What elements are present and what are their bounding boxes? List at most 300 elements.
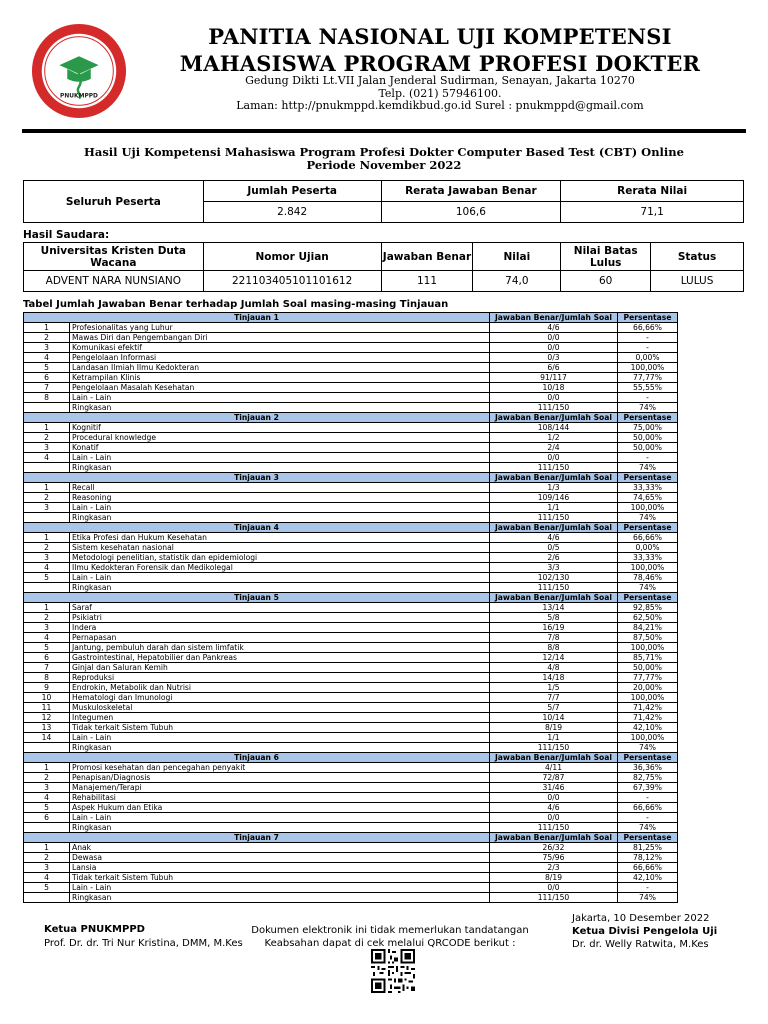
tinjauan-header-row: [24, 473, 678, 483]
left-signatory-name: Prof. Dr. dr. Tri Nur Kristina, DMM, M.Kes: [44, 938, 243, 949]
row-score: 0/0: [490, 813, 618, 823]
org-title-line1: PANITIA NASIONAL UJI KOMPETENSI: [208, 24, 672, 49]
org-phone: Telp. (021) 57946100.: [378, 87, 502, 100]
table-row: [24, 773, 678, 783]
row-percent: 74%: [618, 403, 678, 413]
row-percent: -: [618, 393, 678, 403]
row-number: 7: [24, 383, 70, 393]
row-score: 4/8: [490, 663, 618, 673]
table-row: [24, 653, 678, 663]
candidate-header: Nomor Ujian: [203, 243, 381, 271]
table-row: [24, 353, 678, 363]
row-score: 7/7: [490, 693, 618, 703]
summary-row: [24, 583, 678, 593]
table-row: [24, 763, 678, 773]
row-score: 3/3: [490, 563, 618, 573]
footer-verification-note: [230, 924, 550, 950]
row-topic: Reasoning: [70, 493, 490, 503]
row-number: 2: [24, 493, 70, 503]
row-number: 6: [24, 373, 70, 383]
row-topic: Sistem kesehatan nasional: [70, 543, 490, 553]
row-number: 3: [24, 443, 70, 453]
row-percent: 100,00%: [618, 363, 678, 373]
row-topic: Kognitif: [70, 423, 490, 433]
row-number: 3: [24, 863, 70, 873]
row-percent: 100,00%: [618, 503, 678, 513]
row-percent: -: [618, 793, 678, 803]
row-topic: Metodologi penelitian, statistik dan epidemiologi: [70, 553, 490, 563]
row-percent: 50,00%: [618, 433, 678, 443]
row-number: [24, 583, 70, 593]
row-score: 4/11: [490, 763, 618, 773]
score-column-header: Jawaban Benar/Jumlah Soal: [490, 833, 618, 843]
row-number: 5: [24, 803, 70, 813]
row-topic: Pengelolaan Masalah Kesehatan: [70, 383, 490, 393]
table-row: [24, 603, 678, 613]
row-percent: 55,55%: [618, 383, 678, 393]
row-percent: 0,00%: [618, 543, 678, 553]
row-topic: Ringkasan: [70, 403, 490, 413]
candidate-exam-number: 221103405101101612: [203, 271, 381, 292]
row-number: 6: [24, 813, 70, 823]
org-title-line2: MAHASISWA PROGRAM PROFESI DOKTER: [179, 51, 701, 76]
right-signatory-name: Dr. dr. Welly Ratwita, M.Kes: [572, 939, 709, 950]
tinjauan-header-row: [24, 313, 678, 323]
header-divider: [22, 129, 746, 133]
row-score: 2/3: [490, 863, 618, 873]
candidate-correct-answers: 111: [381, 271, 473, 292]
row-topic: Muskuloskeletal: [70, 703, 490, 713]
table-row: [24, 673, 678, 683]
score-column-header: Jawaban Benar/Jumlah Soal: [490, 523, 618, 533]
table-row: [24, 553, 678, 563]
org-web-email: Laman: http://pnukmppd.kemdikbud.go.id Surel : pnukmppd@gmail.com: [236, 99, 644, 112]
score-column-header: Jawaban Benar/Jumlah Soal: [490, 413, 618, 423]
row-number: [24, 823, 70, 833]
row-percent: 85,71%: [618, 653, 678, 663]
row-percent: 81,25%: [618, 843, 678, 853]
row-number: 1: [24, 423, 70, 433]
row-topic: Etika Profesi dan Hukum Kesehatan: [70, 533, 490, 543]
candidate-name: ADVENT NARA NUNSIANO: [24, 271, 204, 292]
row-topic: Ringkasan: [70, 583, 490, 593]
row-percent: 33,33%: [618, 483, 678, 493]
row-percent: 78,12%: [618, 853, 678, 863]
summary-row: [24, 743, 678, 753]
row-topic: Ringkasan: [70, 513, 490, 523]
row-number: 1: [24, 843, 70, 853]
row-topic: Ilmu Kedokteran Forensik dan Medikolegal: [70, 563, 490, 573]
row-topic: Ringkasan: [70, 743, 490, 753]
table-row: [24, 783, 678, 793]
row-topic: Indera: [70, 623, 490, 633]
candidate-header: Universitas Kristen Duta Wacana: [24, 243, 204, 271]
row-score: 7/8: [490, 633, 618, 643]
tinjauan-header-row: [24, 593, 678, 603]
summary-row: [24, 403, 678, 413]
row-topic: Gastrointestinal, Hepatobilier dan Pankreas: [70, 653, 490, 663]
row-score: 5/7: [490, 703, 618, 713]
candidate-score: 74,0: [473, 271, 561, 292]
row-percent: 74%: [618, 743, 678, 753]
summary-row: [24, 513, 678, 523]
row-percent: 82,75%: [618, 773, 678, 783]
summary-header: Rerata Nilai: [561, 181, 744, 202]
tinjauan-title: Tinjauan 1: [24, 313, 490, 323]
row-percent: 66,66%: [618, 863, 678, 873]
row-topic: Rehabilitasi: [70, 793, 490, 803]
table-row: [24, 423, 678, 433]
row-percent: 66,66%: [618, 803, 678, 813]
row-score: 10/18: [490, 383, 618, 393]
detail-table: [23, 312, 678, 903]
candidate-header: Nilai: [473, 243, 561, 271]
row-score: 13/14: [490, 603, 618, 613]
row-topic: Procedural knowledge: [70, 433, 490, 443]
table-row: [24, 483, 678, 493]
table-row: [24, 573, 678, 583]
row-number: 9: [24, 683, 70, 693]
candidate-header: Status: [651, 243, 744, 271]
row-percent: 66,66%: [618, 533, 678, 543]
tinjauan-header-row: [24, 753, 678, 763]
row-number: 8: [24, 393, 70, 403]
row-score: 8/19: [490, 873, 618, 883]
row-topic: Endrokin, Metabolik dan Nutrisi: [70, 683, 490, 693]
row-topic: Komunikasi efektif: [70, 343, 490, 353]
row-number: 2: [24, 333, 70, 343]
row-percent: 71,42%: [618, 713, 678, 723]
row-percent: -: [618, 333, 678, 343]
left-signatory-title: Ketua PNUKMPPD: [44, 924, 145, 935]
table-row: [24, 703, 678, 713]
row-number: 4: [24, 563, 70, 573]
row-number: 2: [24, 433, 70, 443]
score-column-header: Jawaban Benar/Jumlah Soal: [490, 593, 618, 603]
tinjauan-title: Tinjauan 2: [24, 413, 490, 423]
row-percent: 20,00%: [618, 683, 678, 693]
row-score: 0/0: [490, 453, 618, 463]
row-score: 5/8: [490, 613, 618, 623]
percent-column-header: Persentase: [618, 473, 678, 483]
row-number: 14: [24, 733, 70, 743]
row-score: 91/117: [490, 373, 618, 383]
row-number: 2: [24, 853, 70, 863]
row-percent: 100,00%: [618, 643, 678, 653]
tinjauan-title: Tinjauan 5: [24, 593, 490, 603]
table-row: [24, 373, 678, 383]
row-topic: Ketrampilan Klinis: [70, 373, 490, 383]
table-row: [24, 883, 678, 893]
score-column-header: Jawaban Benar/Jumlah Soal: [490, 473, 618, 483]
row-number: 11: [24, 703, 70, 713]
row-number: 3: [24, 623, 70, 633]
row-percent: -: [618, 453, 678, 463]
candidate-header: Nilai Batas Lulus: [561, 243, 651, 271]
candidate-section-label: Hasil Saudara:: [23, 229, 110, 241]
row-topic: Lain - Lain: [70, 813, 490, 823]
candidate-status: LULUS: [651, 271, 744, 292]
row-percent: 84,21%: [618, 623, 678, 633]
row-topic: Reproduksi: [70, 673, 490, 683]
row-score: 111/150: [490, 893, 618, 903]
row-number: 3: [24, 343, 70, 353]
row-topic: Lain - Lain: [70, 883, 490, 893]
row-score: 109/146: [490, 493, 618, 503]
row-score: 14/18: [490, 673, 618, 683]
row-topic: Ringkasan: [70, 893, 490, 903]
org-address: Gedung Dikti Lt.VII Jalan Jenderal Sudirman, Senayan, Jakarta 10270: [245, 74, 635, 87]
row-score: 8/8: [490, 643, 618, 653]
detail-table-label: Tabel Jumlah Jawaban Benar terhadap Jumlah Soal masing-masing Tinjauan: [23, 299, 449, 310]
row-number: 2: [24, 773, 70, 783]
candidate-table: [23, 242, 744, 292]
row-score: 4/6: [490, 533, 618, 543]
qr-code-icon[interactable]: [371, 949, 415, 993]
report-period: Periode November 2022: [306, 158, 462, 172]
score-column-header: Jawaban Benar/Jumlah Soal: [490, 753, 618, 763]
table-row: [24, 623, 678, 633]
row-number: 7: [24, 663, 70, 673]
table-row: [24, 813, 678, 823]
row-percent: 71,42%: [618, 703, 678, 713]
percent-column-header: Persentase: [618, 523, 678, 533]
row-topic: Dewasa: [70, 853, 490, 863]
table-row: [24, 723, 678, 733]
tinjauan-title: Tinjauan 7: [24, 833, 490, 843]
summary-row: [24, 463, 678, 473]
row-number: 12: [24, 713, 70, 723]
svg-text:PNUKMPPD: PNUKMPPD: [60, 93, 98, 100]
row-percent: 74%: [618, 513, 678, 523]
letterhead: [0, 0, 768, 130]
table-row: [24, 663, 678, 673]
row-percent: 100,00%: [618, 563, 678, 573]
footer-left-signatory: [44, 924, 243, 949]
right-signatory-title: Ketua Divisi Pengelola Uji: [572, 926, 718, 937]
row-score: 111/150: [490, 583, 618, 593]
row-number: 5: [24, 643, 70, 653]
row-score: 31/46: [490, 783, 618, 793]
summary-row-label: Seluruh Peserta: [24, 181, 204, 223]
row-percent: 74%: [618, 463, 678, 473]
row-number: 13: [24, 723, 70, 733]
row-topic: Profesionalitas yang Luhur: [70, 323, 490, 333]
row-score: 108/144: [490, 423, 618, 433]
row-topic: Hematologi dan Imunologi: [70, 693, 490, 703]
row-percent: 33,33%: [618, 553, 678, 563]
row-percent: 74%: [618, 823, 678, 833]
row-score: 0/0: [490, 793, 618, 803]
summary-row: [24, 893, 678, 903]
row-number: 2: [24, 543, 70, 553]
table-row: [24, 453, 678, 463]
summary-row: [24, 823, 678, 833]
table-row: [24, 433, 678, 443]
tinjauan-title: Tinjauan 4: [24, 523, 490, 533]
row-topic: Konatif: [70, 443, 490, 453]
row-number: [24, 463, 70, 473]
row-score: 102/130: [490, 573, 618, 583]
row-number: [24, 893, 70, 903]
table-row: [24, 443, 678, 453]
row-number: 4: [24, 633, 70, 643]
row-percent: 66,66%: [618, 323, 678, 333]
percent-column-header: Persentase: [618, 593, 678, 603]
table-row: [24, 493, 678, 503]
row-score: 111/150: [490, 513, 618, 523]
table-row: [24, 713, 678, 723]
row-percent: 77,77%: [618, 673, 678, 683]
row-score: 1/2: [490, 433, 618, 443]
report-title: Hasil Uji Kompetensi Mahasiswa Program Profesi Dokter Computer Based Test (CBT) Online: [84, 145, 684, 159]
row-percent: -: [618, 813, 678, 823]
row-number: 1: [24, 323, 70, 333]
row-percent: 92,85%: [618, 603, 678, 613]
row-percent: 78,46%: [618, 573, 678, 583]
row-score: 1/1: [490, 733, 618, 743]
row-topic: Aspek Hukum dan Etika: [70, 803, 490, 813]
row-topic: Lain - Lain: [70, 503, 490, 513]
row-score: 111/150: [490, 743, 618, 753]
footer-right-signatory: [572, 912, 717, 951]
row-percent: 87,50%: [618, 633, 678, 643]
table-row: [24, 323, 678, 333]
row-score: 111/150: [490, 823, 618, 833]
row-score: 2/4: [490, 443, 618, 453]
summary-value: 71,1: [561, 202, 744, 223]
row-topic: Lain - Lain: [70, 573, 490, 583]
row-topic: Lain - Lain: [70, 733, 490, 743]
row-percent: -: [618, 883, 678, 893]
row-topic: Recall: [70, 483, 490, 493]
tinjauan-header-row: [24, 523, 678, 533]
row-number: 3: [24, 553, 70, 563]
row-percent: 42,10%: [618, 873, 678, 883]
row-percent: 0,00%: [618, 353, 678, 363]
row-percent: 74,65%: [618, 493, 678, 503]
summary-table: [23, 180, 744, 223]
table-row: [24, 383, 678, 393]
row-topic: Ringkasan: [70, 463, 490, 473]
row-score: 10/14: [490, 713, 618, 723]
row-score: 4/6: [490, 323, 618, 333]
row-score: 0/0: [490, 393, 618, 403]
document-date: Jakarta, 10 Desember 2022: [572, 913, 710, 924]
table-row: [24, 683, 678, 693]
row-topic: Ringkasan: [70, 823, 490, 833]
row-number: 10: [24, 693, 70, 703]
percent-column-header: Persentase: [618, 753, 678, 763]
row-number: [24, 513, 70, 523]
summary-header: Jumlah Peserta: [203, 181, 381, 202]
row-number: 4: [24, 353, 70, 363]
row-score: 1/5: [490, 683, 618, 693]
row-topic: Psikiatri: [70, 613, 490, 623]
row-percent: 62,50%: [618, 613, 678, 623]
row-percent: 36,36%: [618, 763, 678, 773]
row-number: 2: [24, 613, 70, 623]
verification-line2: Keabsahan dapat di cek melalui QRCODE berikut :: [264, 938, 516, 949]
percent-column-header: Persentase: [618, 833, 678, 843]
row-score: 0/0: [490, 343, 618, 353]
row-topic: Tidak terkait Sistem Tubuh: [70, 873, 490, 883]
row-number: [24, 743, 70, 753]
row-number: 3: [24, 783, 70, 793]
row-score: 12/14: [490, 653, 618, 663]
candidate-pass-mark: 60: [561, 271, 651, 292]
row-score: 26/32: [490, 843, 618, 853]
table-row: [24, 563, 678, 573]
table-row: [24, 843, 678, 853]
table-row: [24, 633, 678, 643]
summary-header: Rerata Jawaban Benar: [381, 181, 561, 202]
row-score: 111/150: [490, 403, 618, 413]
table-row: [24, 693, 678, 703]
row-topic: Lain - Lain: [70, 453, 490, 463]
row-topic: Jantung, pembuluh darah dan sistem limfatik: [70, 643, 490, 653]
row-topic: Lansia: [70, 863, 490, 873]
tinjauan-header-row: [24, 413, 678, 423]
score-column-header: Jawaban Benar/Jumlah Soal: [490, 313, 618, 323]
table-row: [24, 333, 678, 343]
row-percent: 42,10%: [618, 723, 678, 733]
table-row: [24, 393, 678, 403]
table-row: [24, 793, 678, 803]
row-topic: Saraf: [70, 603, 490, 613]
row-percent: 74%: [618, 893, 678, 903]
row-score: 0/0: [490, 883, 618, 893]
row-number: 1: [24, 483, 70, 493]
table-row: [24, 863, 678, 873]
row-percent: 100,00%: [618, 733, 678, 743]
row-number: 5: [24, 883, 70, 893]
row-number: 5: [24, 363, 70, 373]
table-row: [24, 343, 678, 353]
row-score: 0/5: [490, 543, 618, 553]
summary-value: 2.842: [203, 202, 381, 223]
table-row: [24, 873, 678, 883]
row-score: 1/3: [490, 483, 618, 493]
tinjauan-title: Tinjauan 3: [24, 473, 490, 483]
row-score: 16/19: [490, 623, 618, 633]
row-score: 111/150: [490, 463, 618, 473]
row-number: [24, 403, 70, 413]
pnukmppd-logo-icon: [30, 22, 128, 120]
table-row: [24, 543, 678, 553]
percent-column-header: Persentase: [618, 413, 678, 423]
row-score: 72/87: [490, 773, 618, 783]
table-row: [24, 613, 678, 623]
row-number: 4: [24, 793, 70, 803]
tinjauan-header-row: [24, 833, 678, 843]
table-row: [24, 803, 678, 813]
table-row: [24, 533, 678, 543]
tinjauan-title: Tinjauan 6: [24, 753, 490, 763]
row-score: 2/6: [490, 553, 618, 563]
candidate-header: Jawaban Benar: [381, 243, 473, 271]
row-number: 1: [24, 533, 70, 543]
row-topic: Pernapasan: [70, 633, 490, 643]
row-topic: Mawas Diri dan Pengembangan Diri: [70, 333, 490, 343]
row-number: 4: [24, 873, 70, 883]
row-topic: Anak: [70, 843, 490, 853]
row-score: 4/6: [490, 803, 618, 813]
row-score: 8/19: [490, 723, 618, 733]
row-topic: Tidak terkait Sistem Tubuh: [70, 723, 490, 733]
row-number: 1: [24, 603, 70, 613]
percent-column-header: Persentase: [618, 313, 678, 323]
